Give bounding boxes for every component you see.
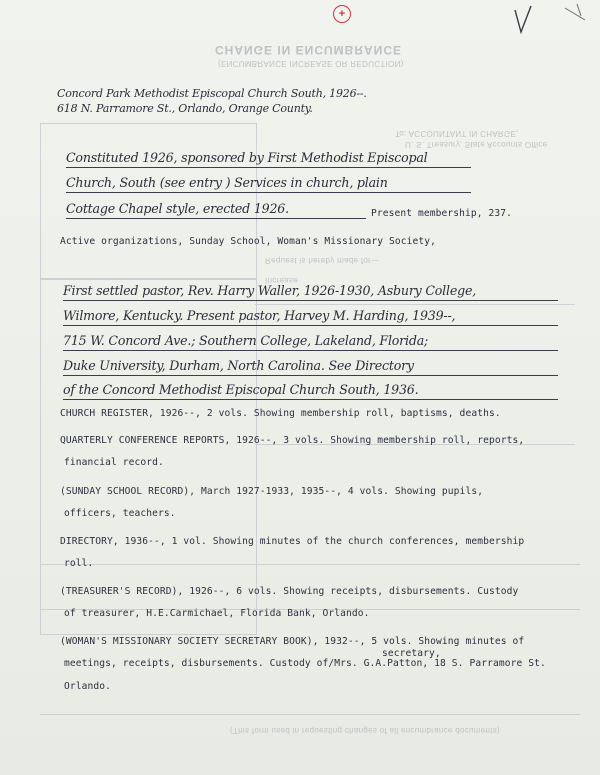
record-church-register: CHURCH REGISTER, 1926--, 2 vols. Showing membership roll, baptisms, deaths. [60, 408, 501, 419]
ghost-footer-line: (This form used in requesting changes of all encumbrance documents) [230, 726, 501, 735]
handwriting-underline [63, 375, 558, 376]
pastor-line-2: Wilmore, Kentucky. Present pastor, Harvey M. Harding, 1939--, [63, 308, 456, 323]
record-treasurer-cont: of treasurer, H.E.Carmichael, Florida Bank, Orlando. [64, 608, 370, 619]
church-address-line: 618 N. Parramore St., Orlando, Orange County. [57, 102, 313, 115]
ghost-increase-label: Increase [265, 276, 299, 285]
ghost-form-subtitle: (ENCUMBRANCE INCREASE OR REDUCTION) [218, 59, 404, 68]
ghost-request-line: Request is hereby made for— [265, 256, 380, 265]
ghost-rule [255, 304, 575, 305]
handwritten-history-line-3: Cottage Chapel style, erected 1926. [66, 201, 289, 216]
pastor-line-4: Duke University, Durham, North Carolina. See Directory [63, 358, 414, 373]
handwriting-underline [63, 300, 558, 301]
record-sunday-school: (SUNDAY SCHOOL RECORD), March 1927-1933, 1935--, 4 vols. Showing pupils, [60, 486, 484, 497]
handwriting-underline [63, 399, 558, 400]
red-circled-mark: + [333, 5, 351, 23]
pastor-line-1: First settled pastor, Rev. Harry Waller, 1926-1930, Asbury College, [63, 283, 477, 298]
record-sunday-school-cont: officers, teachers. [64, 508, 176, 519]
record-womans-missionary: (WOMAN'S MISSIONARY SOCIETY SECRETARY BOOK), 1932--, 5 vols. Showing minutes of [60, 636, 525, 647]
record-womans-missionary-cont: meetings, receipts, disbursements. Custody of/Mrs. G.A.Patton, 18 S. Parramore St. [64, 658, 546, 669]
handwriting-underline [66, 192, 471, 193]
ghost-rule [40, 564, 580, 565]
record-quarterly-conference-cont: financial record. [64, 457, 164, 468]
handwritten-history-line-2: Church, South (see entry ) Services in church, plain [66, 175, 388, 190]
ghost-to-line: To: ACCOUNTANT IN CHARGE, [395, 129, 519, 138]
handwriting-underline [63, 350, 558, 351]
church-name-line: Concord Park Methodist Episcopal Church South, 1926--. [57, 87, 367, 100]
record-quarterly-conference: QUARTERLY CONFERENCE REPORTS, 1926--, 3 vols. Showing membership roll, reports, [60, 435, 525, 446]
record-womans-missionary-cont-2: Orlando. [64, 681, 112, 692]
handwriting-underline [66, 167, 471, 168]
record-treasurer: (TREASURER'S RECORD), 1926--, 6 vols. Showing receipts, disbursements. Custody [60, 586, 519, 597]
handwriting-underline [63, 325, 558, 326]
present-membership: Present membership, 237. [371, 208, 513, 219]
record-directory-cont: roll. [64, 558, 94, 569]
active-organizations: Active organizations, Sunday School, Woman's Missionary Society, [60, 236, 437, 247]
pencil-scribble-icon [505, 2, 595, 42]
handwriting-underline [66, 218, 366, 219]
handwritten-history-line-1: Constituted 1926, sponsored by First Methodist Episcopal [66, 150, 428, 165]
record-directory: DIRECTORY, 1936--, 1 vol. Showing minutes of the church conferences, membership [60, 536, 525, 547]
ghost-treasury-line: U. S. Treasury, State Accounts Office [405, 140, 548, 149]
record-womans-missionary-insert: secretary, [382, 648, 441, 659]
pastor-line-3: 715 W. Concord Ave.; Southern College, Lakeland, Florida; [63, 333, 429, 348]
ghost-rule [40, 714, 580, 715]
pastor-line-5: of the Concord Methodist Episcopal Church South, 1936. [63, 382, 419, 397]
ghost-form-title: CHANGE IN ENCUMBRANCE [215, 43, 403, 57]
